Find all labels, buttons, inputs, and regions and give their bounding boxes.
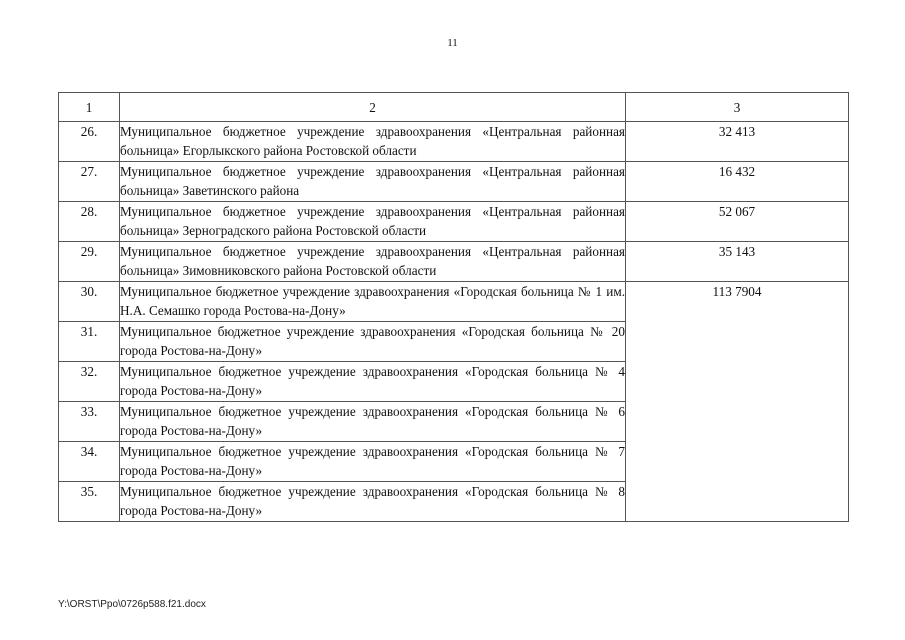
amount-value-merged: 113 7904 bbox=[626, 282, 849, 522]
row-number: 34. bbox=[59, 442, 120, 482]
amount-value: 52 067 bbox=[626, 202, 849, 242]
file-path-footer: Y:\ORST\Ppo\0726p588.f21.docx bbox=[58, 599, 206, 610]
row-number: 28. bbox=[59, 202, 120, 242]
column-header-1: 1 bbox=[59, 93, 120, 122]
table-row bbox=[59, 162, 849, 202]
row-number: 30. bbox=[59, 282, 120, 322]
table-row bbox=[59, 202, 849, 242]
column-header-2: 2 bbox=[120, 93, 626, 122]
amount-value: 16 432 bbox=[626, 162, 849, 202]
allocation-table bbox=[58, 92, 849, 522]
row-number: 31. bbox=[59, 322, 120, 362]
row-number: 33. bbox=[59, 402, 120, 442]
institution-name: Муниципальное бюджетное учреждение здравоохранения «Городская больница № 4 города Ростова-на-Дону» bbox=[120, 362, 626, 402]
row-number: 32. bbox=[59, 362, 120, 402]
amount-value: 35 143 bbox=[626, 242, 849, 282]
table-row bbox=[59, 282, 849, 322]
row-number: 35. bbox=[59, 482, 120, 522]
header-row bbox=[59, 93, 849, 122]
institution-name: Муниципальное бюджетное учреждение здравоохранения «Центральная районная больница» Зерноградского района Ростовской области bbox=[120, 202, 626, 242]
institution-name: Муниципальное бюджетное учреждение здравоохранения «Городская больница № 8 города Ростова-на-Дону» bbox=[120, 482, 626, 522]
amount-value: 32 413 bbox=[626, 122, 849, 162]
row-number: 27. bbox=[59, 162, 120, 202]
institution-name: Муниципальное бюджетное учреждение здравоохранения «Центральная районная больница» Заветинского района bbox=[120, 162, 626, 202]
institution-name: Муниципальное бюджетное учреждение здравоохранения «Городская больница № 1 им. Н.А. Семашко города Ростова-на-Дону» bbox=[120, 282, 626, 322]
table-row bbox=[59, 122, 849, 162]
column-header-3: 3 bbox=[626, 93, 849, 122]
institution-name: Муниципальное бюджетное учреждение здравоохранения «Центральная районная больница» Егорлыкского района Ростовской области bbox=[120, 122, 626, 162]
page-number: 11 bbox=[447, 37, 458, 49]
institution-name: Муниципальное бюджетное учреждение здравоохранения «Городская больница № 6 города Ростова-на-Дону» bbox=[120, 402, 626, 442]
table-row bbox=[59, 242, 849, 282]
institution-name: Муниципальное бюджетное учреждение здравоохранения «Городская больница № 7 города Ростова-на-Дону» bbox=[120, 442, 626, 482]
institution-name: Муниципальное бюджетное учреждение здравоохранения «Городская больница № 20 города Ростова-на-Дону» bbox=[120, 322, 626, 362]
row-number: 29. bbox=[59, 242, 120, 282]
institution-name: Муниципальное бюджетное учреждение здравоохранения «Центральная районная больница» Зимовниковского района Ростовской области bbox=[120, 242, 626, 282]
row-number: 26. bbox=[59, 122, 120, 162]
